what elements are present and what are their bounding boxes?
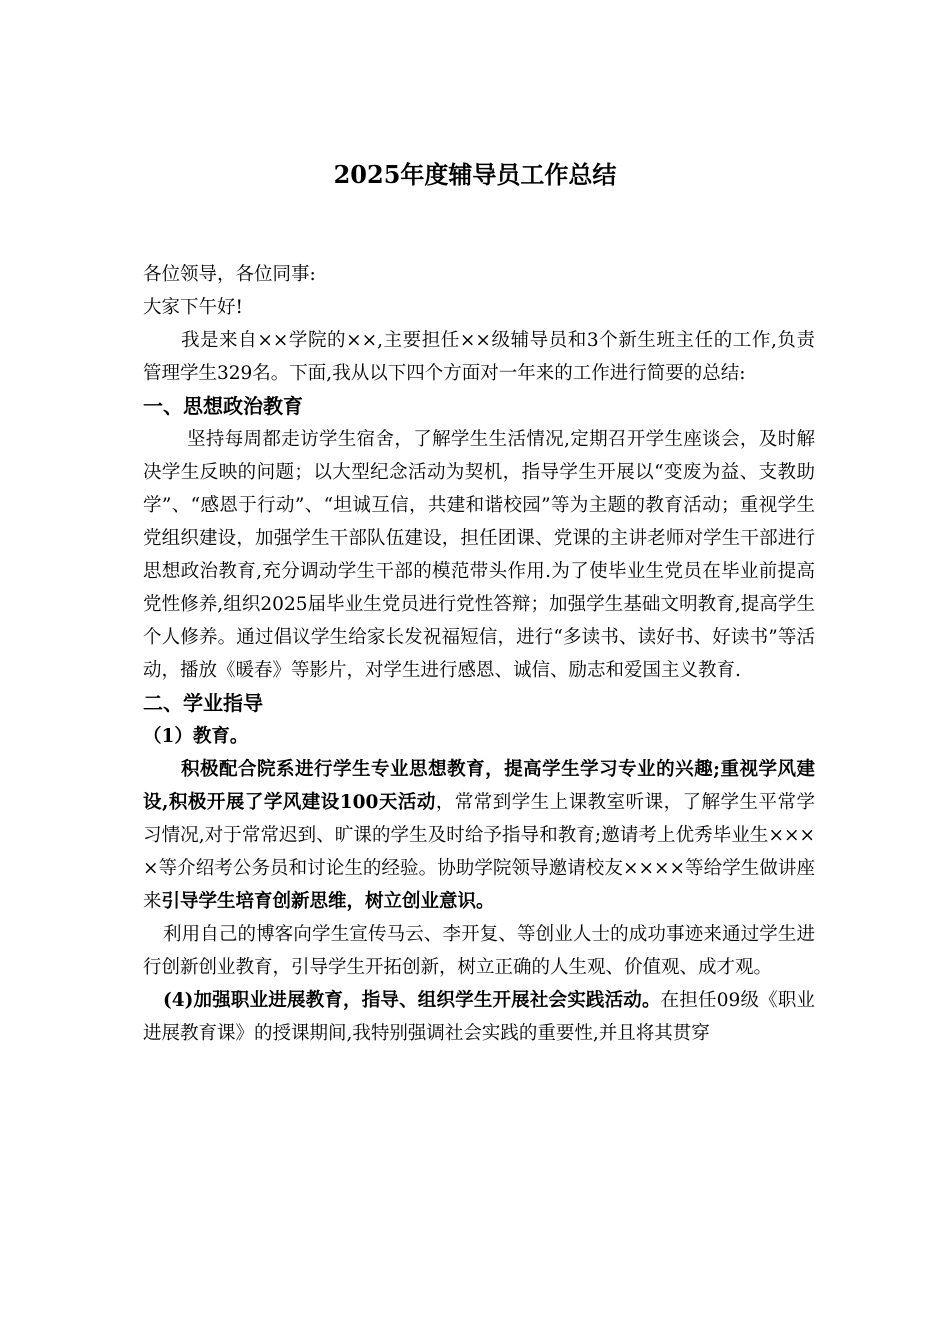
subsection-1-heading: （1）教育。 [143,726,249,747]
section-1-paragraph: 坚持每周都走访学生宿舍，了解学生生活情况,定期召开学生座谈会，及时解决学生反映的问题；以大型纪念活动为契机，指导学生开展以“变废为益、支教助学”、“感恩于行动”、“坦诚互信，共建和谐校园”等为主题的教育活动；重视学生党组织建设，加强学生干部队伍建设，担任团课、党课的主讲老师对学生干部进行思想政治教育,充分调动学生干部的模范带头作用.为了使毕业生党员在毕业前提高党性修养,组织2025届毕业生党员进行党性答辩；加强学生基础文明教育,提高学生个人修养。通过倡议学生给家长发祝福短信，进行“多读书、读好书、好读书”等活动，播放《暖春》等影片，对学生进行感恩、诚信、励志和爱国主义教育. [143,429,815,681]
section-2-paragraph-2: 利用自己的博客向学生宣传马云、李开复、等创业人士的成功事迹来通过学生进行创新创业教育，引导学生开拓创新，树立正确的人生观、价值观、成才观。 [143,924,815,978]
greeting-line-2: 大家下午好! [143,297,243,318]
greeting-line-1: 各位领导，各位同事: [143,264,316,285]
emphasis-text-b: 引导学生培育创新思维，树立创业意识。 [161,891,495,912]
document-body [143,258,815,1050]
section-2-paragraph-1 [143,753,815,918]
subsection-4-text: 在担任09级《职业进展教育课》的授课期间,我特别强调社会实践的重要性,并且将其贯穿 [143,990,815,1044]
emphasis-text-a: 积极配合院系进行学生专业思想教育，提高学生学习专业的兴趣;重视学风建设,积极开展了学风建设100天活动 [143,759,815,813]
intro-paragraph: 我是来自××学院的××,主要担任××级辅导员和3个新生班主任的工作,负责管理学生329名。下面,我从以下四个方面对一年来的工作进行简要的总结: [143,330,815,384]
section-1-heading: 一、思想政治教育 [143,394,303,418]
section-2-paragraph-3 [143,984,815,1050]
section-2-heading: 二、学业指导 [143,691,263,715]
normal-text: ，常常到学生上课教室听课，了解学生平常学习情况,对于常常迟到、旷课的学生及时给予指导和教育;邀请考上优秀毕业生××××等介绍考公务员和讨论生的经验。协助学院领导邀请校友××××等给学生做讲座来 [143,792,815,912]
document-title: 2025年度辅导员工作总结 [333,160,617,189]
subsection-4-heading: (4)加强职业进展教育，指导、组织学生开展社会实践活动。 [163,990,661,1011]
